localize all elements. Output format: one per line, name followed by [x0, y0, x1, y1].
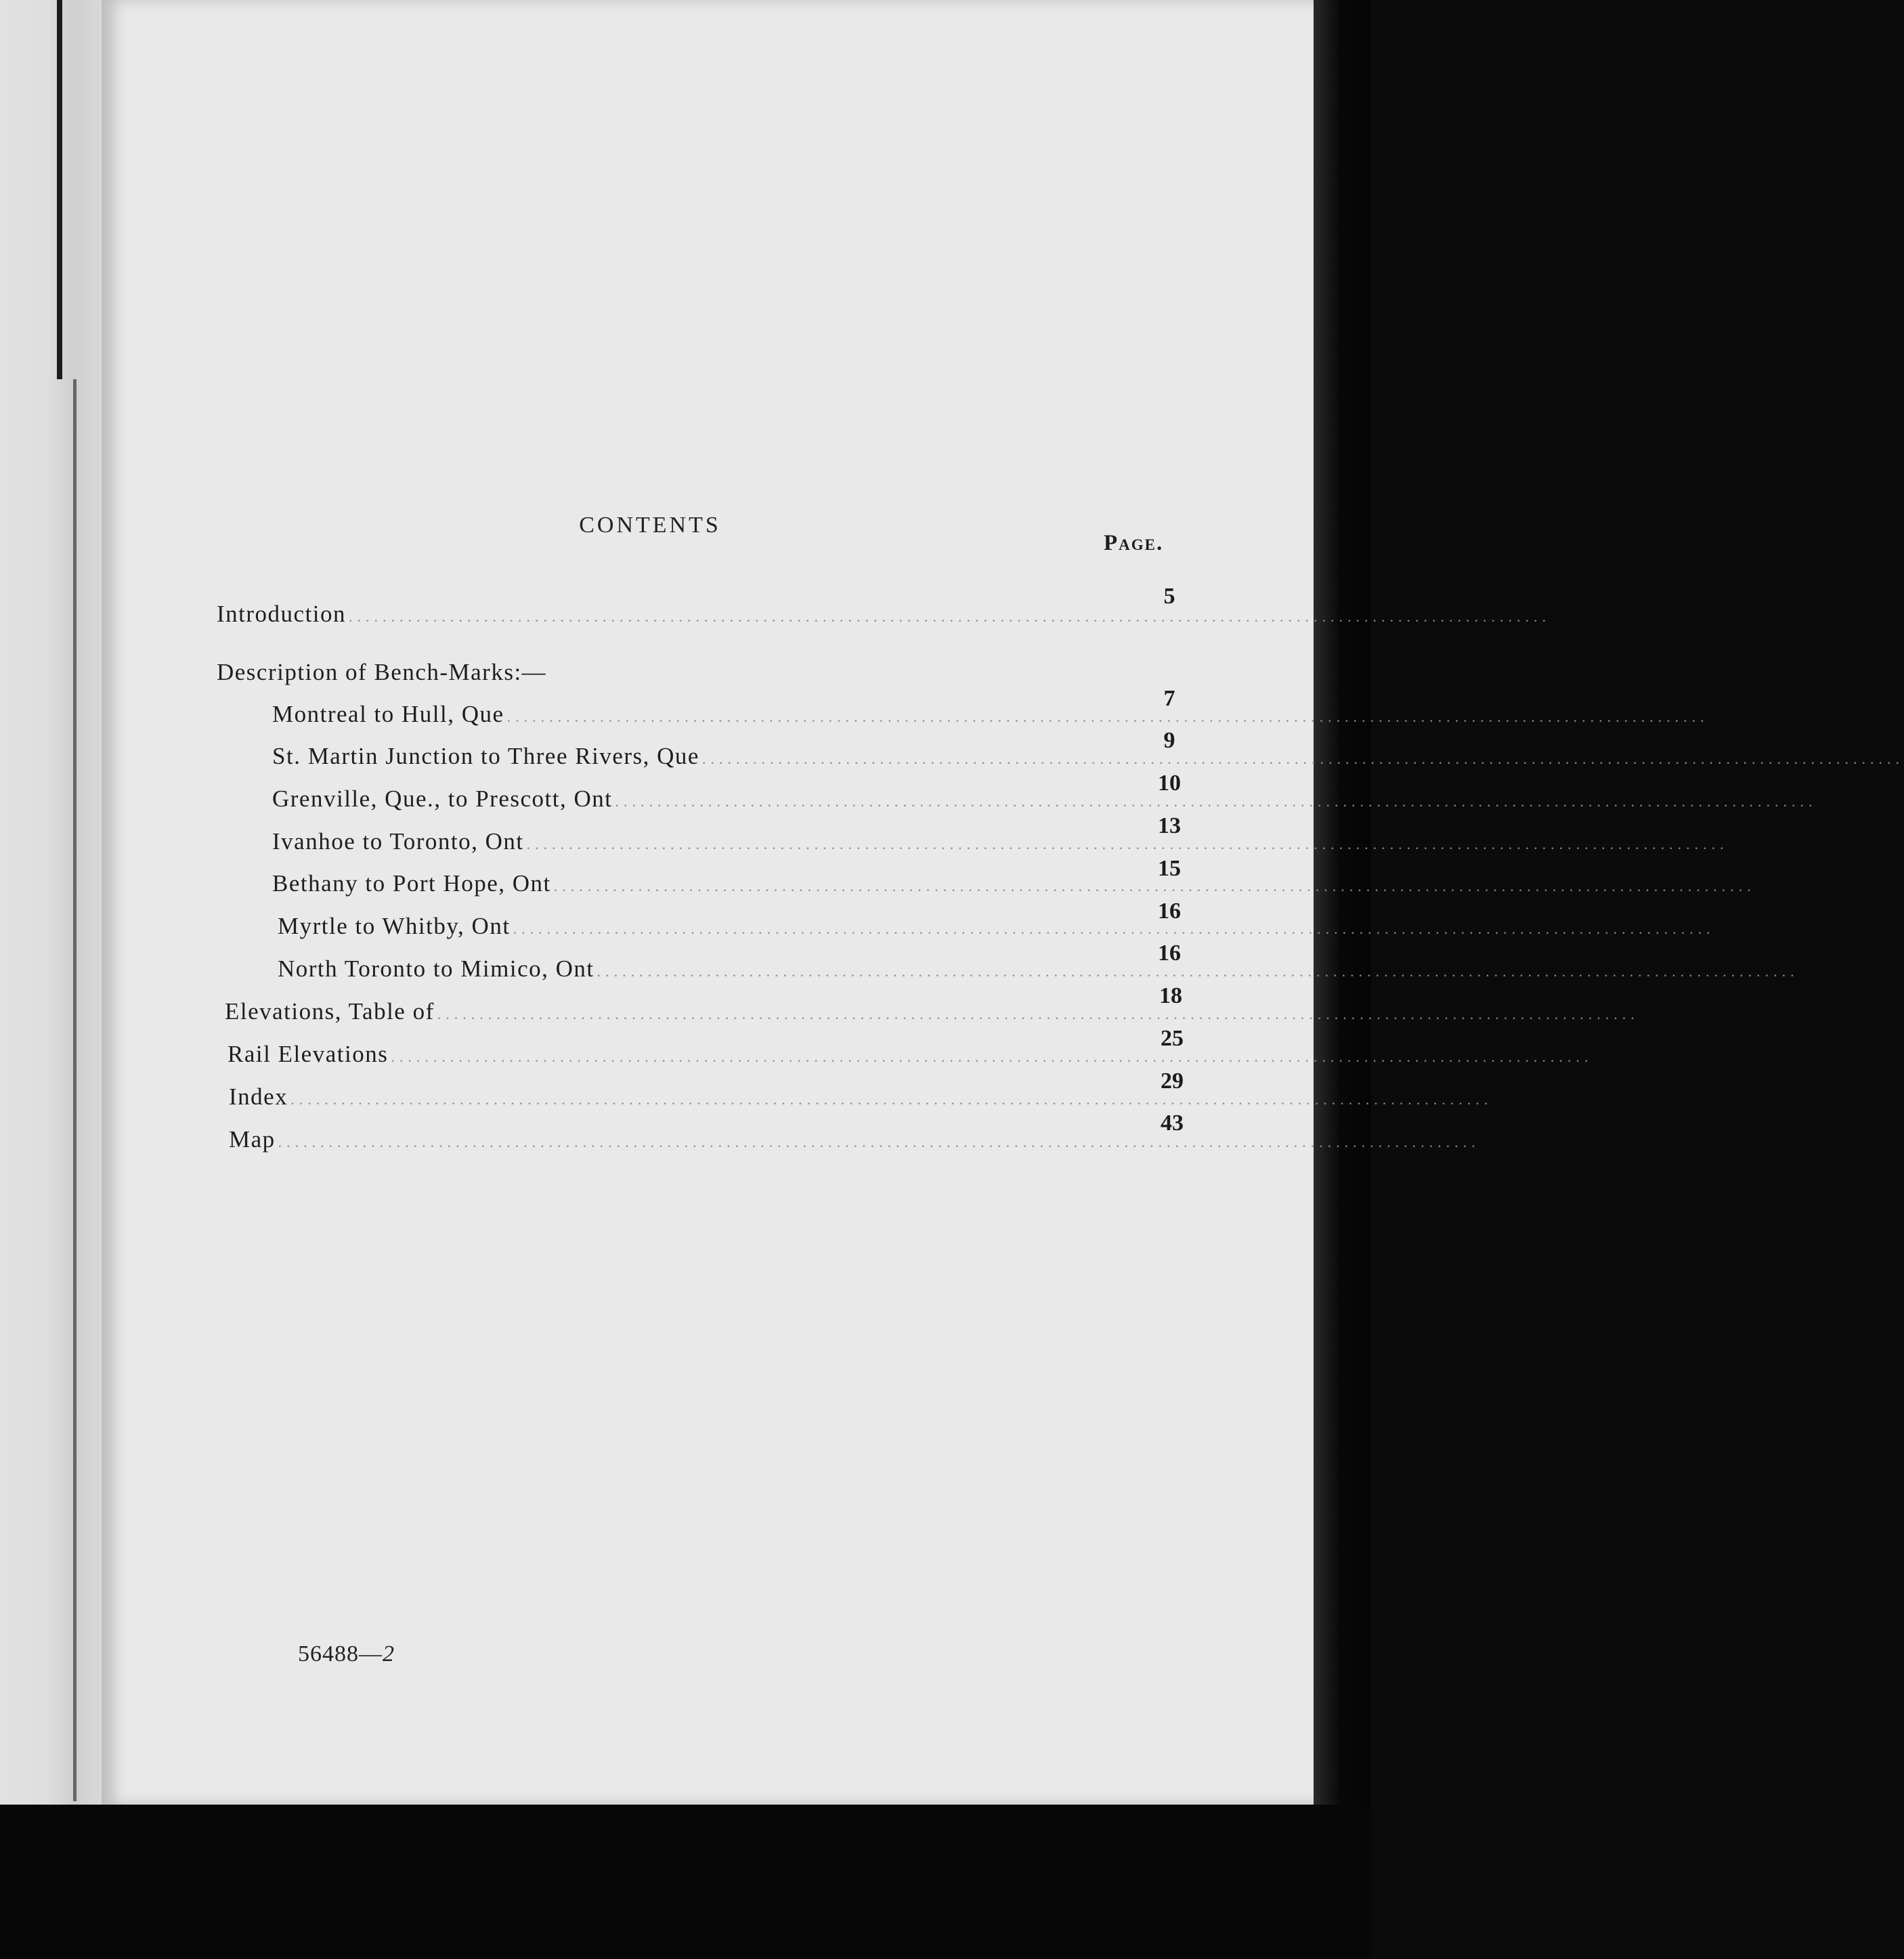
toc-entry-page: 25 — [1161, 1026, 1184, 1051]
dot-leader: .............................................................................................................................................. — [349, 608, 1551, 625]
toc-entry-label: Index — [229, 1083, 288, 1110]
toc-entry-page: 43 — [1161, 1111, 1184, 1136]
toc-entry-page: 5 — [1163, 584, 1175, 609]
toc-entry-rail-elevations[interactable] — [228, 1041, 1593, 1072]
toc-entry-label: Montreal to Hull, Que — [272, 701, 504, 727]
printer-signature-code: 56488— — [298, 1641, 383, 1666]
toc-entry-page: 16 — [1158, 941, 1181, 966]
toc-entry-label: Myrtle to Whitby, Ont — [278, 913, 511, 939]
dot-leader: .............................................................................................................................................. — [513, 920, 1715, 937]
dot-leader: .............................................................................................................................................. — [506, 708, 1709, 725]
toc-entry-page: 10 — [1158, 771, 1181, 796]
toc-entry-ivanhoe-toronto[interactable] — [272, 828, 1729, 859]
toc-entry-grenville-prescott[interactable] — [272, 785, 1817, 817]
contents-title: CONTENTS — [579, 513, 721, 538]
printer-signature — [298, 1641, 395, 1667]
dot-leader: .............................................................................................................................................. — [290, 1091, 1493, 1108]
toc-entry-index[interactable] — [229, 1083, 1493, 1115]
toc-entry-page: 15 — [1158, 856, 1181, 881]
dot-leader: .............................................................................................................................................. — [526, 836, 1729, 853]
dot-leader: .............................................................................................................................................. — [553, 878, 1756, 895]
section-heading: Description of Bench-Marks:— — [217, 659, 547, 685]
dot-leader: .............................................................................................................................................. — [391, 1048, 1593, 1065]
toc-entry-label: Grenville, Que., to Prescott, Ont — [272, 785, 613, 812]
toc-entry-montreal-hull[interactable] — [272, 701, 1709, 732]
toc-entry-label: Elevations, Table of — [225, 998, 435, 1025]
toc-entry-label: Ivanhoe to Toronto, Ont — [272, 828, 524, 855]
dot-leader: .............................................................................................................................................. — [615, 793, 1817, 810]
toc-entry-st-martin-three-rivers[interactable] — [272, 743, 1904, 774]
toc-entry-label: Map — [229, 1126, 276, 1153]
toc-entry-introduction[interactable] — [217, 601, 1551, 632]
toc-entry-page: 16 — [1158, 899, 1181, 924]
toc-entry-myrtle-whitby[interactable] — [278, 913, 1715, 944]
toc-entry-page: 7 — [1163, 686, 1175, 711]
toc-entry-label: St. Martin Junction to Three Rivers, Que — [272, 743, 699, 769]
toc-entry-label: Rail Elevations — [228, 1041, 389, 1067]
page-column-header: Page. — [1104, 531, 1164, 555]
toc-entry-label: Bethany to Port Hope, Ont — [272, 870, 551, 897]
toc-entry-elevations-table[interactable] — [225, 998, 1639, 1029]
toc-entry-page: 9 — [1163, 728, 1175, 753]
toc-entry-page: 18 — [1159, 983, 1182, 1008]
toc-entry-bethany-port-hope[interactable] — [272, 870, 1756, 901]
printer-signature-suffix: 2 — [383, 1641, 395, 1666]
toc-entry-north-toronto-mimico[interactable] — [278, 955, 1799, 987]
dot-leader: .............................................................................................................................................. — [701, 750, 1904, 767]
toc-entry-map[interactable] — [229, 1126, 1480, 1157]
dot-leader: .............................................................................................................................................. — [278, 1134, 1480, 1150]
dot-leader: .............................................................................................................................................. — [437, 1006, 1639, 1022]
dot-leader: .............................................................................................................................................. — [597, 963, 1799, 980]
toc-entry-page: 13 — [1158, 813, 1181, 838]
toc-entry-label: Introduction — [217, 601, 347, 627]
toc-entry-page: 29 — [1161, 1069, 1184, 1094]
toc-entry-label: North Toronto to Mimico, Ont — [278, 955, 594, 982]
